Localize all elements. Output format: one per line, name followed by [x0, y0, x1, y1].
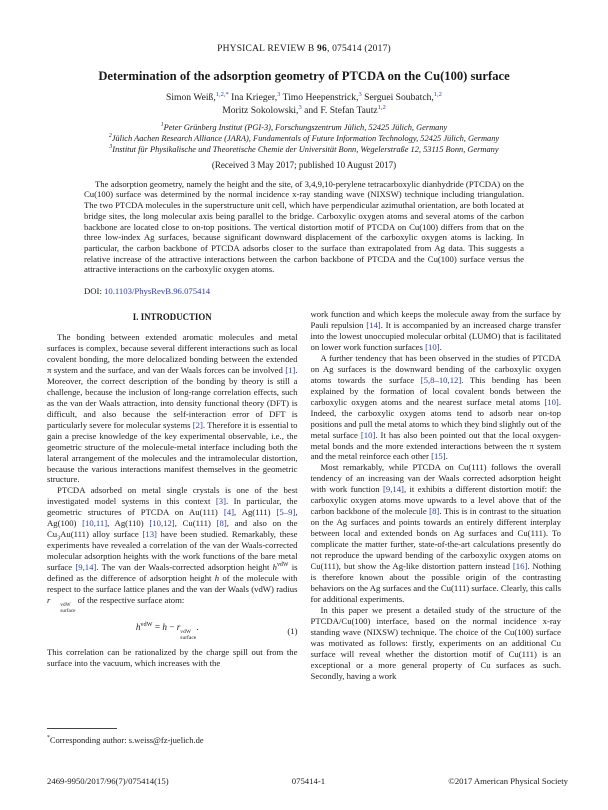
page-number: 075414-1: [291, 776, 326, 786]
citation-link[interactable]: [10]: [425, 341, 440, 352]
footnote-block: [47, 728, 298, 750]
citation-link[interactable]: [13]: [142, 529, 157, 540]
paragraph: work function and which keeps the molecule away from the surface by Pauli repulsion [14]. It is accompanied by an increased charge transfer into the lowest unoccupied molecular orbital (LUMO) that is facilitated on lower work function surfaces [10].: [310, 309, 561, 352]
citation-link[interactable]: [14]: [366, 320, 381, 331]
citation-link[interactable]: [16]: [512, 560, 528, 571]
author-affiliation-ref[interactable]: 1,2: [377, 103, 386, 111]
doi-link[interactable]: 10.1103/PhysRevB.96.075414: [104, 286, 211, 297]
author-line-2: Moritz Sokolowski,$^3$ and F. Stefan Tautz$^{1,2}$: [222, 103, 386, 116]
equation-1: [47, 622, 298, 641]
paragraph: In this paper we present a detailed study of the structure of the PTCDA/Cu(100) interface, based on the normal incidence x-ray standing wave (NIXSW) technique. The choice of the Cu(100) surface was motivated as follows: firstly, experiments on an additional Cu surface will reveal whether the distortion motif of Cu(111) is an exceptional or a more general property of Cu surfaces as such. Secondly, having a work: [310, 604, 561, 681]
author-affiliation-ref[interactable]: 1,2,*: [215, 90, 229, 98]
paragraph: A further tendency that has been observed in the studies of PTCDA on Ag surfaces is the downward bending of the carboxylic oxygen atoms towards the surface [5,8–10,12]. This bending has been explained by the formation of local covalent bonds between the carboxylic oxygen atoms and the nearest surface metal atoms [10]. Indeed, the carboxylic oxygen atoms tend to adsorb near on-top positions and pull the metal atoms to which they bind slightly out of the metal surface [10]. It has also been pointed out that the local oxygen-metal bonds and the more extended interactions between the π system and the metal reinforce each other [15].: [310, 352, 561, 462]
left-column: [47, 309, 298, 749]
page-footer: [47, 776, 568, 786]
author-affiliation-ref[interactable]: 1,2: [433, 90, 442, 98]
citation-link[interactable]: [10]: [544, 396, 559, 407]
citation-link[interactable]: [4]: [223, 507, 234, 518]
footnote-rule: [47, 728, 117, 729]
citation-link[interactable]: [5,8–10,12]: [420, 374, 462, 385]
journal-header: PHYSICAL REVIEW B 96, 075414 (2017): [217, 44, 391, 54]
citation-link[interactable]: [2]: [192, 419, 203, 430]
corresponding-author-footnote: *Corresponding author: s.weiss@fz-juelich.de: [47, 734, 204, 745]
affiliation-3: $^3$Institut für Physikalische und Theoretische Chemie der Universität Bonn, Wegelerstraße 12, 53115 Bonn, Germany: [109, 143, 499, 154]
citation-link[interactable]: [15]: [431, 451, 446, 462]
author-affiliation-ref[interactable]: 3: [298, 103, 302, 111]
right-column: [311, 309, 562, 749]
citation-link[interactable]: [8]: [216, 518, 227, 529]
affiliation-2: $^2$Jülich Aachen Research Alliance (JARA), Fundamentals of Future Information Technology, 52425 Jülich, Germany: [108, 132, 500, 143]
author-affiliation-ref[interactable]: 3: [358, 90, 362, 98]
paragraph: PTCDA adsorbed on metal single crystals is one of the best investigated model systems in this context [3]. In particular, the geometric structures of PTCDA on Au(111) [4], Ag(111) [5–9], Ag(100) [10,11], Ag(110) [10,12], Cu(111) [8], and also on the $Cu_3Au(111)$ alloy surface [13] have been studied. Remarkably, these experiments have revealed a correlation of the van der Waals-corrected molecular adsorption heights with the work functions of the bare metal surface [9,14]. The van der Waals-corrected adsorption height $h^{vdW}$ is defined as the difference of adsorption height h of the molecule with respect to the surface lattice planes and the van der Waals (vdW) radius r vdW surface of the respective surface atom:: [47, 485, 298, 614]
citation-link[interactable]: [10]: [360, 429, 376, 440]
citation-link[interactable]: [9,14]: [382, 484, 404, 495]
citation-link[interactable]: [10,11]: [82, 518, 108, 529]
citation-link[interactable]: [9,14]: [75, 562, 97, 573]
equation-body: $h^{vdW} = h - r$ vdW surface .: [135, 621, 199, 642]
equation-number: (1): [287, 626, 298, 637]
citation-link[interactable]: [5–9]: [276, 507, 296, 518]
paragraph: Most remarkably, while PTCDA on Cu(111) follows the overall tendency of an increasing van der Waals corrected adsorption height with work function [9,14], it exhibits a different distortion motif: the carboxylic oxygen atoms move upwards to a level above that of the carbon backbone of the molecule [8]. This is in contrast to the situation on the Ag surfaces and points towards an entirely different interplay between local and extended bonds on Ag surfaces and Cu(111). To complicate the matter further, state-of-the-art calculations presently do not reproduce the upward bending of the carboxylic oxygen atoms on Cu(111), but show the Ag-like distortion pattern instead [16]. Nothing is therefore known about the possible origin of the contrasting behaviors on the Ag surfaces and the Cu(111) surface. Clearly, this calls for additional experiments.: [310, 462, 561, 604]
affiliation-block: [47, 122, 561, 155]
paper-title: Determination of the adsorption geometry of PTCDA on the Cu(100) surface: [98, 69, 510, 83]
author-affiliation-ref[interactable]: 3: [277, 90, 281, 98]
sup-sub-stack: vdW surface: [180, 629, 197, 642]
two-column-body: [47, 309, 561, 749]
paragraph: The bonding between extended aromatic molecules and metal surfaces is complex, because several different interactions such as local covalent bonding, the more delocalized bonding between the extended π system and the surface, and van der Waals forces can be involved [1]. Moreover, the correct description of the bonding by theory is still a challenge, because the inclusion of long-range correlation effects, such as the van der Waals attraction, into density functional theory (DFT) is difficult, and also because the self-interaction error of DFT is particularly severe for molecular systems [2]. Therefore it is essential to gain a precise knowledge of the key experimental observable, i.e., the geometric structure of the molecule-metal interface including both the lateral arrangement of the molecules and the intramolecular distortion, because the various interactions manifest themselves in the geometric structure.: [47, 332, 298, 485]
citation-link[interactable]: [10,12]: [149, 518, 175, 529]
copyright: ©2017 American Physical Society: [448, 776, 568, 786]
citation-link[interactable]: [3]: [215, 496, 226, 507]
issn-code: 2469-9950/2017/96(7)/075414(15): [47, 776, 169, 786]
citation-link[interactable]: [8]: [429, 506, 440, 517]
citation-link[interactable]: [1]: [285, 364, 296, 375]
affiliation-1: $^1$Peter Grünberg Institut (PGI-3), Forschungszentrum Jülich, 52425 Jülich, Germany: [160, 121, 448, 132]
doi-label: DOI:: [84, 286, 102, 297]
abstract-text: The adsorption geometry, namely the height and the site, of 3,4,9,10-perylene tetracarboxylic dianhydride (PTCDA) on the Cu(100) surface was determined by the normal incidence x-ray standing wave (NIXSW) technique including triangulation. The two PTCDA molecules in the superstructure unit cell, which have perpendicular azimuthal orientation, are both located at bridge sites, the long molecular axis being parallel to the bridge. Carboxylic oxygen atoms and several atoms of the carbon backbone are located close to on-top positions. The vertical distortion motif of PTCDA on Cu(100) differs from that on the three low-index Ag surfaces, because significant downward displacement of the carboxylic oxygen atoms is lacking. In particular, the carbon backbone of PTCDA adsorbs closer to the surface than extrapolated from Ag data. This suggests a relative increase of the attractive interactions between the carbon backbone of PTCDA and the Cu(100) surface versus the attractive interactions on the carboxylic oxygen atoms.: [84, 178, 524, 275]
section-heading-introduction: I. INTRODUCTION: [132, 312, 212, 323]
received-dates: (Received 3 May 2017; published 10 August 2017): [211, 159, 397, 170]
sup-sub-stack: vdW surface: [60, 601, 76, 614]
author-block: [47, 91, 561, 117]
doi-line: [84, 286, 524, 296]
paragraph: This correlation can be rationalized by the charge spill out from the surface into the vacuum, which increases with the: [47, 647, 298, 669]
author-line-1: Simon Weiß,$^{1,2,*}$ Ina Krieger,$^3$ Timo Heepenstrick,$^3$ Serguei Soubatch,$^{1,2}$: [166, 90, 442, 103]
